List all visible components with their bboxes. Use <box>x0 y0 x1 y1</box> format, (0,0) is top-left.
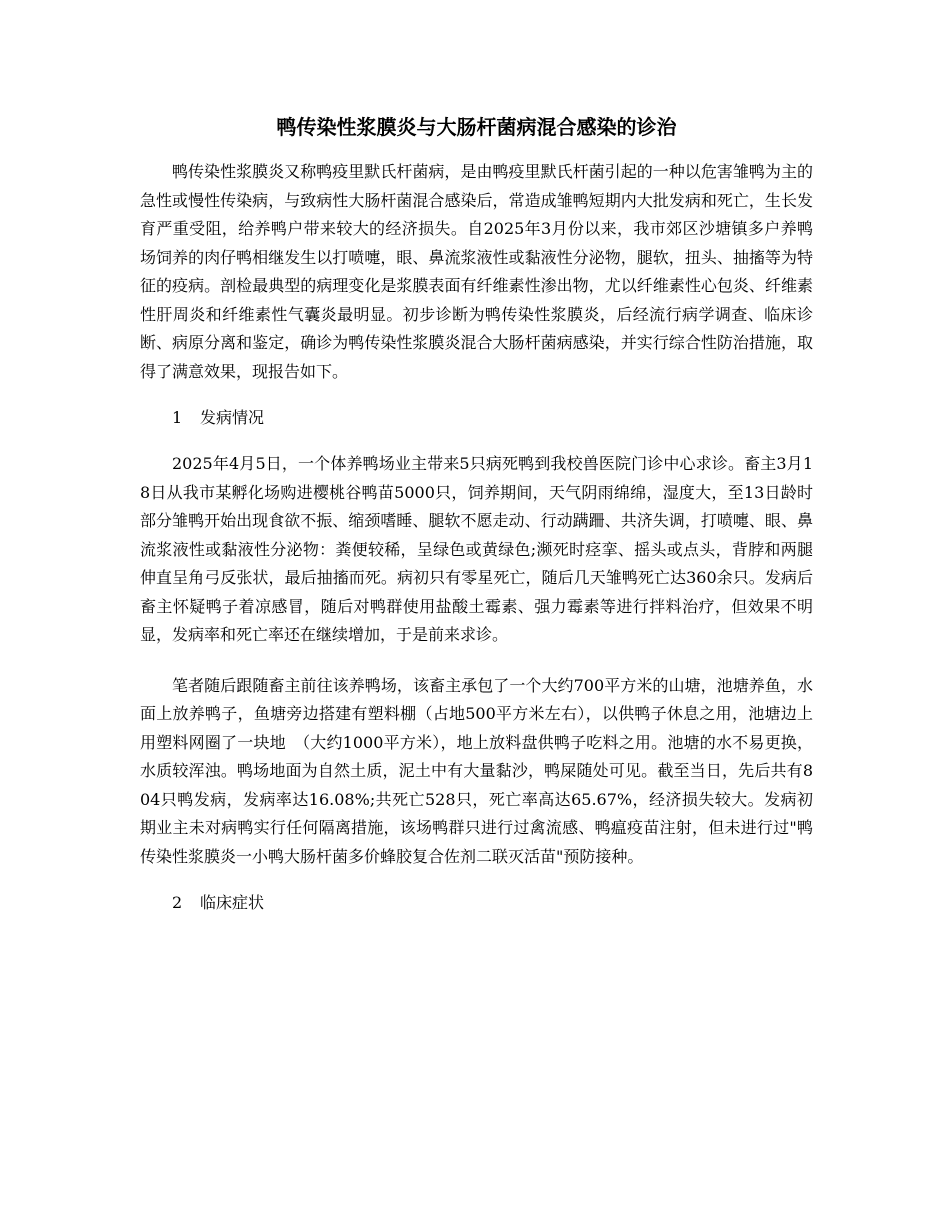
section1-paragraph-2: 笔者随后跟随畜主前往该养鸭场，该畜主承包了一个大约700平方米的山塘，池塘养鱼，水面上放养鸭子，鱼塘旁边搭建有塑料棚（占地500平方米左右），以供鸭子休息之用，池塘边上用塑料网圈了一块地 （大约1000平方米），地上放料盘供鸭子吃料之用。池塘的水不易更换，水质较浑浊。鸭场地面为自然土质，泥土中有大量黏沙，鸭屎随处可见。截至当日，先后共有804只鸭发病，发病率达16.08%;共死亡528只，死亡率高达65.67%，经济损失较大。发病初期业主未对病鸭实行任何隔离措施，该场鸭群只进行过禽流感、鸭瘟疫苗注射，但未进行过"鸭传染性浆膜炎一小鸭大肠杆菌多价蜂胶复合佐剂二联灭活苗"预防接种。 <box>140 675 813 866</box>
section-title-2: 临床症状 <box>200 893 265 912</box>
section-number-1: 1 <box>172 408 183 427</box>
intro-paragraph: 鸭传染性浆膜炎又称鸭疫里默氏杆菌病，是由鸭疫里默氏杆菌引起的一种以危害雏鸭为主的急性或慢性传染病，与致病性大肠杆菌混合感染后，常造成雏鸭短期内大批发病和死亡，生长发育严重受阻，给养鸭户带来较大的经济损失。自2025年3月份以来，我市郊区沙塘镇多户养鸭场饲养的肉仔鸭相继发生以打喷嚏，眼、鼻流浆液性或黏液性分泌物，腿软，扭头、抽搐等为特征的疫病。剖检最典型的病理变化是浆膜表面有纤维素性渗出物，尤以纤维素性心包炎、纤维素性肝周炎和纤维素性气囊炎最明显。初步诊断为鸭传染性浆膜炎，后经流行病学调查、临床诊断、病原分离和鉴定，确诊为鸭传染性浆膜炎混合大肠杆菌病感染，并实行综合性防治措施，取得了满意效果，现报告如下。 <box>140 162 813 381</box>
document-body <box>140 112 813 935</box>
section-heading-1 <box>140 404 813 432</box>
document-title: 鸭传染性浆膜炎与大肠杆菌病混合感染的诊治 <box>276 115 677 139</box>
section-number-2: 2 <box>172 893 183 912</box>
section1-paragraph-1: 2025年4月5日，一个体养鸭场业主带来5只病死鸭到我校兽医院门诊中心求诊。畜主3月18日从我市某孵化场购进樱桃谷鸭苗5000只，饲养期间，天气阴雨绵绵，湿度大，至13日龄时部分雏鸭开始出现食欲不振、缩颈嗜睡、腿软不愿走动、行动蹒跚、共济失调，打喷嚏、眼、鼻流浆液性或黏液性分泌物：粪便较稀，呈绿色或黄绿色;濒死时痉挛、摇头或点头，背脖和两腿伸直呈角弓反张状，最后抽搐而死。病初只有零星死亡，随后几天雏鸭死亡达360余只。发病后畜主怀疑鸭子着凉感冒，随后对鸭群使用盐酸土霉素、强力霉素等进行拌料治疗，但效果不明显，发病率和死亡率还在继续增加，于是前来求诊。 <box>140 454 813 644</box>
section-title-1: 发病情况 <box>200 408 265 427</box>
section-heading-2 <box>140 889 813 917</box>
